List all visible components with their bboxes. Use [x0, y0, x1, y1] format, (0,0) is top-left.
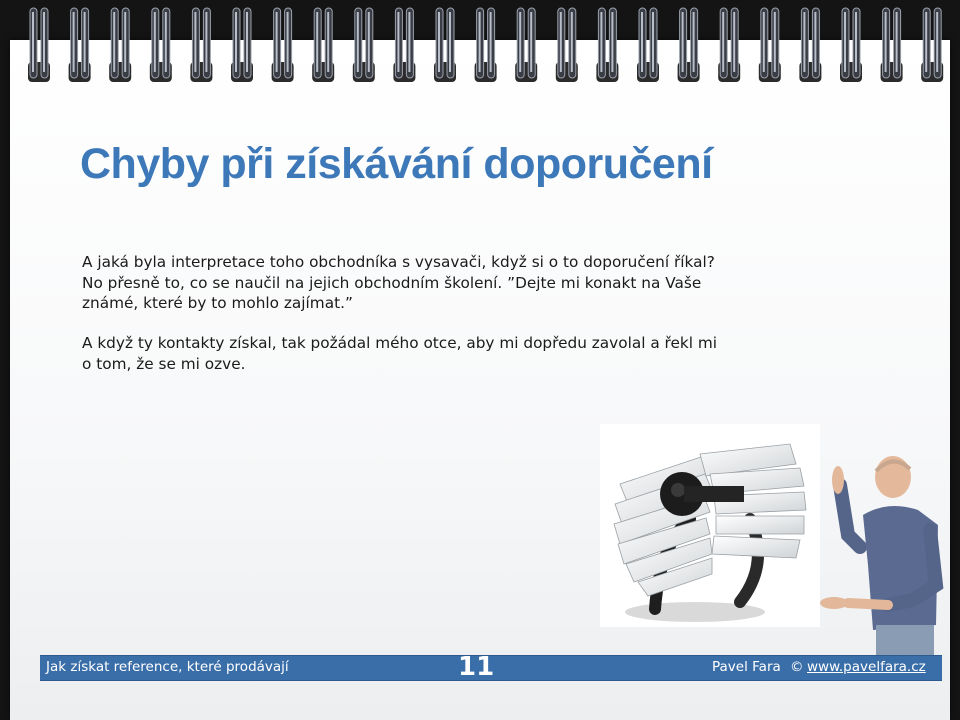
- presenter-image: [818, 455, 953, 655]
- footer-title: Jak získat reference, které prodávají: [46, 659, 289, 675]
- spiral-binding: [0, 0, 960, 90]
- binding-ring: [515, 8, 537, 82]
- paragraph-1: [82, 252, 715, 314]
- binding-ring: [596, 8, 618, 82]
- binding-ring: [272, 8, 294, 82]
- binding-ring: [231, 8, 253, 82]
- page-number: 11: [458, 652, 495, 682]
- binding-ring: [921, 8, 943, 82]
- binding-ring: [150, 8, 172, 82]
- paragraph-1-line: No přesně to, co se naučil na jejich obchodním školení. ”Dejte mi konakt na Vaše: [82, 273, 702, 292]
- rolodex-image: [600, 424, 820, 627]
- binding-ring: [881, 8, 903, 82]
- binding-ring: [759, 8, 781, 82]
- binding-ring: [190, 8, 212, 82]
- binding-ring: [637, 8, 659, 82]
- binding-ring: [678, 8, 700, 82]
- footer-bar: [40, 652, 942, 682]
- paragraph-1-line: A jaká byla interpretace toho obchodníka s vysavači, když si o to doporučení říkal?: [82, 253, 715, 271]
- binding-ring: [28, 8, 50, 82]
- binding-ring: [718, 8, 740, 82]
- binding-ring: [799, 8, 821, 82]
- binding-ring: [556, 8, 578, 82]
- binding-ring: [434, 8, 456, 82]
- binding-ring: [69, 8, 91, 82]
- binding-ring: [840, 8, 862, 82]
- paragraph-2-line: A když ty kontakty získal, tak požádal mého otce, aby mi dopředu zavolal a řekl mi: [82, 334, 718, 352]
- website-link[interactable]: www.pavelfara.cz: [807, 659, 926, 675]
- binding-ring: [393, 8, 415, 82]
- slide-title: Chyby při získávání doporučení: [80, 140, 713, 188]
- author-name: Pavel Fara: [712, 659, 781, 675]
- copyright-symbol: ©: [790, 659, 804, 675]
- paragraph-2-line: o tom, že se mi ozve.: [82, 354, 246, 373]
- binding-ring: [109, 8, 131, 82]
- binding-ring: [312, 8, 334, 82]
- binding-ring: [475, 8, 497, 82]
- binding-ring: [353, 8, 375, 82]
- paragraph-2: [82, 333, 717, 374]
- paragraph-1-line: známé, které by to mohlo zajímat.”: [82, 294, 353, 312]
